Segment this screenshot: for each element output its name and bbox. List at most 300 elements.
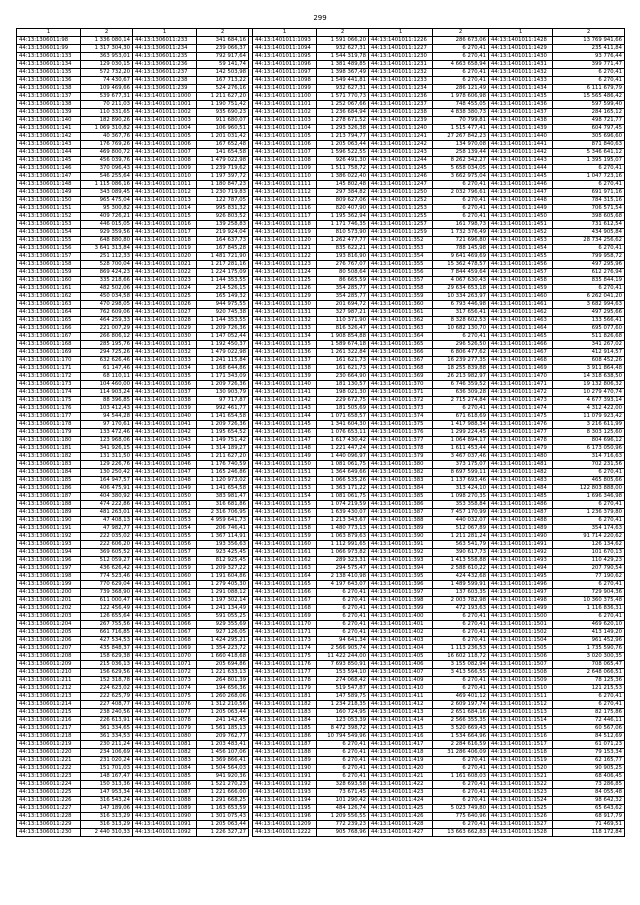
cadastral-value-cell: 1 213 794,77 <box>317 133 369 141</box>
table-row <box>17 741 625 749</box>
cadastral-value-cell: 1 314 189,27 <box>197 445 249 453</box>
cadastral-number-cell: 44:13:1401011:1157 <box>253 517 317 525</box>
cadastral-value-cell: 238 240,56 <box>81 709 133 717</box>
table-row <box>17 661 625 669</box>
cadastral-value-cell: 341 684,16 <box>197 37 249 45</box>
table-row <box>17 677 625 685</box>
cadastral-value-cell: 6 270,41 <box>553 517 625 525</box>
cadastral-number-cell: 44:13:1306011:144 <box>17 149 81 157</box>
cadastral-value-cell: 470 298,05 <box>81 301 133 309</box>
cadastral-value-cell: 354 285,77 <box>317 293 369 301</box>
cadastral-value-cell: 230 664,90 <box>317 373 369 381</box>
cadastral-number-cell: 44:13:1401011:1122 <box>253 253 317 261</box>
table-row <box>17 717 625 725</box>
cadastral-number-cell: 44:13:1401011:1042 <box>133 429 197 437</box>
cadastral-value-cell: 6 270,41 <box>433 213 489 221</box>
cadastral-number-cell: 44:13:1401011:1031 <box>133 341 197 349</box>
cadastral-value-cell: 6 270,41 <box>553 165 625 173</box>
cadastral-value-cell: 1 081 061,75 <box>317 461 369 469</box>
cadastral-value-cell: 1 217 281,16 <box>197 261 249 269</box>
table-row <box>17 421 625 429</box>
cadastral-value-cell: 1 147 052,44 <box>197 333 249 341</box>
cadastral-number-cell: 44:13:1401011:1511 <box>489 693 553 701</box>
cadastral-value-cell: 1 367 114,91 <box>197 533 249 541</box>
cadastral-value-cell: 91 714 220,62 <box>553 533 625 541</box>
cadastral-value-cell: 316 313,29 <box>81 813 133 821</box>
cadastral-number-cell: 44:13:1401011:1151 <box>253 469 317 477</box>
cadastral-value-cell: 5 658 034,05 <box>433 165 489 173</box>
cadastral-number-cell: 44:13:1306011:184 <box>17 469 81 477</box>
cadastral-value-cell: 484 126,74 <box>317 805 369 813</box>
cadastral-number-cell: 44:13:1401011:1043 <box>133 437 197 445</box>
cadastral-value-cell: 424 432,68 <box>433 573 489 581</box>
cadastral-value-cell: 1 209 726,36 <box>197 381 249 389</box>
cadastral-value-cell: 215 036,13 <box>81 661 133 669</box>
cadastral-value-cell: 1 241 134,49 <box>197 605 249 613</box>
cadastral-number-cell: 44:13:1401011:1241 <box>369 133 433 141</box>
cadastral-number-cell: 44:13:1401011:1103 <box>253 117 317 125</box>
cadastral-value-cell: 2 284 616,59 <box>433 741 489 749</box>
cadastral-value-cell: 1 064 894,17 <box>433 437 489 445</box>
cadastral-number-cell: 44:13:1401011:1060 <box>133 573 197 581</box>
cadastral-value-cell: 130 903,79 <box>197 389 249 397</box>
cadastral-number-cell: 44:13:1401011:1119 <box>253 229 317 237</box>
cadastral-number-cell: 44:13:1401011:1170 <box>253 621 317 629</box>
cadastral-value-cell: 150 313,36 <box>81 781 133 789</box>
cadastral-number-cell: 44:13:1401011:1481 <box>489 461 553 469</box>
header-cell: 1 <box>253 29 317 37</box>
cadastral-number-cell: 44:13:1306011:185 <box>17 477 81 485</box>
cadastral-number-cell: 44:13:1306011:177 <box>17 413 81 421</box>
cadastral-value-cell: 835 844,19 <box>553 277 625 285</box>
cadastral-number-cell: 44:13:1401011:1169 <box>253 613 317 621</box>
cadastral-number-cell: 44:13:1306011:143 <box>17 141 81 149</box>
cadastral-value-cell: 816 326,47 <box>317 325 369 333</box>
cadastral-number-cell: 44:13:1401011:1087 <box>133 789 197 797</box>
cadastral-value-cell: 6 270,41 <box>317 749 369 757</box>
cadastral-value-cell: 632 626,46 <box>81 357 133 365</box>
cadastral-value-cell: 74 430,67 <box>81 77 133 85</box>
cadastral-number-cell: 44:13:1306011:141 <box>17 125 81 133</box>
cadastral-number-cell: 44:13:1401011:1439 <box>489 125 553 133</box>
cadastral-value-cell: 285 195,76 <box>81 341 133 349</box>
cadastral-number-cell: 44:13:1401011:418 <box>369 749 433 757</box>
cadastral-number-cell: 44:13:1401011:1086 <box>133 781 197 789</box>
cadastral-value-cell: 14 318 638,50 <box>553 373 625 381</box>
cadastral-number-cell: 44:13:1401011:1478 <box>489 437 553 445</box>
cadastral-number-cell: 44:13:1401011:1506 <box>489 653 553 661</box>
cadastral-value-cell: 104 460,00 <box>81 381 133 389</box>
cadastral-value-cell: 3 662 975,04 <box>433 173 489 181</box>
cadastral-number-cell: 44:13:1306011:140 <box>17 117 81 125</box>
cadastral-value-cell: 6 270,41 <box>317 773 369 781</box>
cadastral-value-cell: 231 020,24 <box>81 757 133 765</box>
cadastral-number-cell: 44:13:1401011:1448 <box>489 197 553 205</box>
cadastral-value-cell: 2 651 684,16 <box>433 709 489 717</box>
cadastral-number-cell: 44:13:1306011:139 <box>17 109 81 117</box>
cadastral-number-cell: 44:13:1401011:1475 <box>489 413 553 421</box>
cadastral-value-cell: 151 701,03 <box>81 765 133 773</box>
cadastral-value-cell: 31 286 406,09 <box>433 749 489 757</box>
cadastral-number-cell: 44:13:1401011:1496 <box>489 581 553 589</box>
cadastral-number-cell: 44:13:1401011:1523 <box>489 789 553 797</box>
cadastral-value-cell: 748 455,05 <box>433 101 489 109</box>
cadastral-number-cell: 44:13:1401011:1044 <box>133 445 197 453</box>
cadastral-value-cell: 608 452,26 <box>553 357 625 365</box>
cadastral-value-cell: 706 571,54 <box>553 205 625 213</box>
cadastral-number-cell: 44:13:1401011:1458 <box>489 277 553 285</box>
cadastral-value-cell: 126 655,64 <box>81 613 133 621</box>
cadastral-value-cell: 799 958,72 <box>553 253 625 261</box>
cadastral-value-cell: 1 480 773,13 <box>317 525 369 533</box>
cadastral-number-cell: 44:13:1401011:1476 <box>489 421 553 429</box>
table-row <box>17 101 625 109</box>
cadastral-number-cell: 44:13:1306011:201 <box>17 597 81 605</box>
table-row <box>17 821 625 829</box>
cadastral-value-cell: 70 211,03 <box>81 101 133 109</box>
cadastral-number-cell: 44:13:1401011:1052 <box>133 509 197 517</box>
cadastral-value-cell: 3 641 313,84 <box>81 245 133 253</box>
cadastral-value-cell: 1 098 270,35 <box>433 493 489 501</box>
cadastral-value-cell: 341 267,02 <box>553 341 625 349</box>
cadastral-number-cell: 44:13:1401011:1137 <box>253 357 317 365</box>
table-row <box>17 141 625 149</box>
cadastral-value-cell: 926 803,52 <box>197 213 249 221</box>
cadastral-number-cell: 44:13:1401011:1171 <box>253 629 317 637</box>
table-row <box>17 573 625 581</box>
cadastral-number-cell: 44:13:1401011:411 <box>369 693 433 701</box>
cadastral-number-cell: 44:13:1401011:1154 <box>253 493 317 501</box>
cadastral-value-cell: 122 803 888,00 <box>553 485 625 493</box>
cadastral-number-cell: 44:13:1401011:1079 <box>133 725 197 733</box>
cadastral-value-cell: 4 838 380,73 <box>433 109 489 117</box>
header-cell: 2 <box>197 29 249 37</box>
cadastral-number-cell: 44:13:1401011:1094 <box>253 45 317 53</box>
table-row <box>17 165 625 173</box>
cadastral-number-cell: 44:13:1306011:224 <box>17 781 81 789</box>
cadastral-value-cell: 354 285,77 <box>317 285 369 293</box>
cadastral-number-cell: 44:13:1401011:1030 <box>133 333 197 341</box>
cadastral-number-cell: 44:13:1401011:1022 <box>133 269 197 277</box>
cadastral-value-cell: 73 671,45 <box>317 789 369 797</box>
cadastral-value-cell: 77 190,62 <box>553 573 625 581</box>
table-row <box>17 565 625 573</box>
cadastral-value-cell: 1 639 430,07 <box>317 509 369 517</box>
cadastral-number-cell: 44:13:1401011:1459 <box>489 285 553 293</box>
cadastral-value-cell: 1 066 973,82 <box>317 549 369 557</box>
cadastral-number-cell: 44:13:1306011:205 <box>17 629 81 637</box>
cadastral-number-cell: 44:13:1401011:1438 <box>489 117 553 125</box>
cadastral-number-cell: 44:13:1401011:1058 <box>133 557 197 565</box>
cadastral-number-cell: 44:13:1401011:407 <box>369 669 433 677</box>
cadastral-value-cell: 10 794 549,96 <box>317 733 369 741</box>
cadastral-number-cell: 44:13:1401011:1174 <box>253 645 317 653</box>
cadastral-value-cell: 3 413 566,55 <box>433 669 489 677</box>
cadastral-value-cell: 70 799,81 <box>433 117 489 125</box>
cadastral-number-cell: 44:13:1401011:1088 <box>133 797 197 805</box>
cadastral-number-cell: 44:13:1401011:1431 <box>489 61 553 69</box>
cadastral-value-cell: 1 301 075,43 <box>197 813 249 821</box>
cadastral-value-cell: 224 623,02 <box>81 685 133 693</box>
cadastral-number-cell: 44:13:1401011:1468 <box>489 357 553 365</box>
cadastral-value-cell: 497 295,96 <box>553 261 625 269</box>
cadastral-value-cell: 148 167,47 <box>81 773 133 781</box>
table-row <box>17 653 625 661</box>
cadastral-number-cell: 44:13:1401011:1004 <box>133 125 197 133</box>
cadastral-number-cell: 44:13:1306011:133 <box>17 53 81 61</box>
table-row <box>17 229 625 237</box>
cadastral-number-cell: 44:13:1401011:1433 <box>489 77 553 85</box>
cadastral-value-cell: 6 270,41 <box>433 77 489 85</box>
cadastral-value-cell: 147 953,34 <box>81 789 133 797</box>
cadastral-number-cell: 44:13:1401011:1132 <box>253 317 317 325</box>
cadastral-value-cell: 1 260 268,06 <box>197 693 249 701</box>
cadastral-value-cell: 406 475,91 <box>81 485 133 493</box>
cadastral-number-cell: 44:13:1401011:1257 <box>369 221 433 229</box>
cadastral-number-cell: 44:13:1401011:1098 <box>253 77 317 85</box>
cadastral-value-cell: 221 007,29 <box>81 325 133 333</box>
cadastral-number-cell: 44:13:1401011:359 <box>369 293 433 301</box>
cadastral-value-cell: 1 236 379,80 <box>553 509 625 517</box>
cadastral-value-cell: 84 055,48 <box>553 789 625 797</box>
cadastral-number-cell: 44:13:1401011:1234 <box>369 85 433 93</box>
cadastral-value-cell: 941 920,36 <box>197 773 249 781</box>
cadastral-number-cell: 44:13:1401011:1497 <box>489 589 553 597</box>
cadastral-value-cell: 335 218,66 <box>81 277 133 285</box>
cadastral-value-cell: 316 681,86 <box>197 501 249 509</box>
cadastral-number-cell: 44:13:1306011:229 <box>17 821 81 829</box>
cadastral-value-cell: 770 629,04 <box>81 581 133 589</box>
cadastral-number-cell: 44:13:1401011:378 <box>369 445 433 453</box>
cadastral-number-cell: 44:13:1306011:178 <box>17 421 81 429</box>
cadastral-value-cell: 6 270,41 <box>433 757 489 765</box>
cadastral-number-cell: 44:13:1306011:99 <box>17 45 81 53</box>
cadastral-value-cell: 497 295,66 <box>553 309 625 317</box>
cadastral-number-cell: 44:13:1401011:360 <box>369 301 433 309</box>
cadastral-value-cell: 222 625,79 <box>81 693 133 701</box>
cadastral-number-cell: 44:13:1401011:397 <box>369 589 433 597</box>
cadastral-value-cell: 373 175,07 <box>433 461 489 469</box>
cadastral-value-cell: 1 381 489,85 <box>317 61 369 69</box>
cadastral-number-cell: 44:13:1401011:1181 <box>253 693 317 701</box>
cadastral-value-cell: 511 826,68 <box>553 333 625 341</box>
cadastral-number-cell: 44:13:1401011:1469 <box>489 365 553 373</box>
cadastral-value-cell: 327 987,21 <box>317 309 369 317</box>
cadastral-number-cell: 44:13:1401011:1436 <box>489 101 553 109</box>
cadastral-value-cell: 94 641,34 <box>317 637 369 645</box>
cadastral-number-cell: 44:13:1401011:394 <box>369 565 433 573</box>
cadastral-number-cell: 44:13:1401011:1117 <box>253 213 317 221</box>
cadastral-number-cell: 44:13:1401011:1192 <box>253 781 317 789</box>
cadastral-value-cell: 13 769 941,66 <box>553 37 625 45</box>
cadastral-number-cell: 44:13:1401011:393 <box>369 557 433 565</box>
cadastral-value-cell: 820 407,90 <box>317 205 369 213</box>
cadastral-value-cell: 258 139,44 <box>433 149 489 157</box>
cadastral-value-cell: 274 068,42 <box>317 677 369 685</box>
cadastral-value-cell: 905 768,96 <box>317 829 369 837</box>
cadastral-value-cell: 4 312 422,00 <box>553 405 625 413</box>
cadastral-number-cell: 44:13:1401011:1501 <box>489 621 553 629</box>
table-row <box>17 357 625 365</box>
cadastral-value-cell: 3 155 082,94 <box>433 661 489 669</box>
cadastral-number-cell: 44:13:1401011:1230 <box>369 53 433 61</box>
cadastral-value-cell: 235 411,84 <box>553 45 625 53</box>
cadastral-number-cell: 44:13:1401011:1023 <box>133 277 197 285</box>
cadastral-number-cell: 44:13:1401011:1041 <box>133 421 197 429</box>
cadastral-number-cell: 44:13:1401011:1465 <box>489 333 553 341</box>
cadastral-value-cell: 122 456,49 <box>81 605 133 613</box>
cadastral-number-cell: 44:13:1401011:1451 <box>489 221 553 229</box>
cadastral-number-cell: 44:13:1306011:202 <box>17 605 81 613</box>
cadastral-number-cell: 44:13:1401011:1182 <box>253 701 317 709</box>
cadastral-number-cell: 44:13:1306011:213 <box>17 693 81 701</box>
cadastral-value-cell: 8 262 342,27 <box>433 157 489 165</box>
table-row <box>17 829 625 837</box>
cadastral-number-cell: 44:13:1401011:1003 <box>133 117 197 125</box>
cadastral-value-cell: 343 089,45 <box>81 189 133 197</box>
cadastral-number-cell: 44:13:1401011:1068 <box>133 637 197 645</box>
cadastral-number-cell: 44:13:1401011:1244 <box>369 157 433 165</box>
cadastral-number-cell: 44:13:1401011:1118 <box>253 221 317 229</box>
cadastral-value-cell: 234 106,69 <box>81 749 133 757</box>
cadastral-value-cell: 1 336 080,14 <box>81 37 133 45</box>
cadastral-number-cell: 44:13:1401011:1188 <box>253 749 317 757</box>
cadastral-number-cell: 44:13:1306011:146 <box>17 165 81 173</box>
cadastral-value-cell: 474 222,86 <box>81 501 133 509</box>
cadastral-number-cell: 44:13:1401011:1143 <box>253 405 317 413</box>
cadastral-number-cell: 44:13:1401011:1138 <box>253 365 317 373</box>
cadastral-value-cell: 1 071 658,57 <box>317 413 369 421</box>
cadastral-value-cell: 729 904,36 <box>553 589 625 597</box>
cadastral-number-cell: 44:13:1401011:352 <box>369 237 433 245</box>
cadastral-value-cell: 129 226,76 <box>81 461 133 469</box>
table-row <box>17 709 625 717</box>
cadastral-number-cell: 44:13:1401011:374 <box>369 413 433 421</box>
cadastral-value-cell: 167 845,28 <box>197 245 249 253</box>
cadastral-number-cell: 44:13:1401011:415 <box>369 725 433 733</box>
cadastral-number-cell: 44:13:1401011:1005 <box>133 133 197 141</box>
cadastral-number-cell: 44:13:1401011:1080 <box>133 733 197 741</box>
table-row <box>17 533 625 541</box>
cadastral-number-cell: 44:13:1306011:167 <box>17 333 81 341</box>
cadastral-value-cell: 1 113 236,53 <box>433 645 489 653</box>
cadastral-value-cell: 9 641 469,69 <box>433 253 489 261</box>
cadastral-number-cell: 44:13:1401011:1504 <box>489 637 553 645</box>
cadastral-value-cell: 59 141,74 <box>197 61 249 69</box>
cadastral-number-cell: 44:13:1306011:188 <box>17 501 81 509</box>
table-row <box>17 557 625 565</box>
cadastral-number-cell: 44:13:1401011:1121 <box>253 245 317 253</box>
cadastral-value-cell: 435 848,37 <box>81 645 133 653</box>
cadastral-value-cell: 446 015,05 <box>81 221 133 229</box>
cadastral-number-cell: 44:13:1401011:1167 <box>253 597 317 605</box>
cadastral-number-cell: 44:13:1401011:1455 <box>489 253 553 261</box>
cadastral-number-cell: 44:13:1306011:209 <box>17 661 81 669</box>
cadastral-value-cell: 6 270,41 <box>553 501 625 509</box>
cadastral-number-cell: 44:13:1401011:1429 <box>489 45 553 53</box>
cadastral-value-cell: 6 270,41 <box>553 181 625 189</box>
table-row <box>17 365 625 373</box>
cadastral-value-cell: 932 627,31 <box>317 45 369 53</box>
cadastral-value-cell: 1 063 879,63 <box>317 533 369 541</box>
cadastral-value-cell: 1 291 088,12 <box>197 589 249 597</box>
cadastral-value-cell: 563 541,79 <box>433 541 489 549</box>
cadastral-number-cell: 44:13:1401011:1085 <box>133 773 197 781</box>
table-row <box>17 461 625 469</box>
cadastral-value-cell: 251 112,33 <box>81 253 133 261</box>
cadastral-number-cell: 44:13:1401011:386 <box>369 501 433 509</box>
table-row <box>17 725 625 733</box>
table-row <box>17 469 625 477</box>
cadastral-number-cell: 44:13:1401011:1236 <box>369 93 433 101</box>
cadastral-value-cell: 152 318,78 <box>81 677 133 685</box>
cadastral-number-cell: 44:13:1401011:1253 <box>369 205 433 213</box>
cadastral-value-cell: 1 190 751,42 <box>197 101 249 109</box>
table-row <box>17 541 625 549</box>
cadastral-value-cell: 572 732,20 <box>81 69 133 77</box>
cadastral-value-cell: 1 211 281,24 <box>433 533 489 541</box>
cadastral-number-cell: 44:13:1401011:1499 <box>489 605 553 613</box>
cadastral-number-cell: 44:13:1401011:1100 <box>253 93 317 101</box>
cadastral-number-cell: 44:13:1401011:1462 <box>489 309 553 317</box>
cadastral-value-cell: 926 491,30 <box>317 157 369 165</box>
cadastral-number-cell: 44:13:1401011:1508 <box>489 669 553 677</box>
cadastral-number-cell: 44:13:1401011:427 <box>369 829 433 837</box>
cadastral-value-cell: 1 137 693,46 <box>433 477 489 485</box>
cadastral-number-cell: 44:13:1401011:1173 <box>253 637 317 645</box>
cadastral-number-cell: 44:13:1401011:368 <box>369 365 433 373</box>
cadastral-value-cell: 1 116 836,31 <box>553 605 625 613</box>
table-row <box>17 109 625 117</box>
cadastral-value-cell: 219 924,04 <box>197 229 249 237</box>
cadastral-number-cell: 44:13:1401011:1515 <box>489 725 553 733</box>
cadastral-value-cell: 1 611 453,44 <box>433 445 489 453</box>
cadastral-number-cell: 44:13:1401011:375 <box>369 421 433 429</box>
cadastral-number-cell: 44:13:1401011:370 <box>369 381 433 389</box>
cadastral-value-cell: 6 270,41 <box>317 613 369 621</box>
cadastral-value-cell: 68 406,45 <box>553 773 625 781</box>
cadastral-value-cell: 691 971,16 <box>553 189 625 197</box>
cadastral-number-cell: 44:13:1401011:1526 <box>489 813 553 821</box>
cadastral-value-cell: 6 173 050,96 <box>553 445 625 453</box>
cadastral-value-cell: 1 141 654,58 <box>197 413 249 421</box>
cadastral-number-cell: 44:13:1401011:1109 <box>253 165 317 173</box>
cadastral-number-cell: 44:13:1306011:164 <box>17 309 81 317</box>
cadastral-number-cell: 44:13:1306011:182 <box>17 453 81 461</box>
cadastral-value-cell: 1 047 723,16 <box>553 173 625 181</box>
cadastral-number-cell: 44:13:1401011:1521 <box>489 773 553 781</box>
cadastral-value-cell: 27 267 842,23 <box>433 133 489 141</box>
cadastral-number-cell: 44:13:1401011:1015 <box>133 213 197 221</box>
cadastral-value-cell: 6 270,41 <box>433 197 489 205</box>
cadastral-number-cell: 44:13:1401011:1166 <box>253 589 317 597</box>
cadastral-number-cell: 44:13:1401011:1196 <box>253 813 317 821</box>
cadastral-value-cell: 1 596 522,55 <box>317 149 369 157</box>
cadastral-value-cell: 6 270,41 <box>433 621 489 629</box>
cadastral-number-cell: 44:13:1306011:168 <box>17 341 81 349</box>
cadastral-number-cell: 44:13:1401011:372 <box>369 397 433 405</box>
table-row <box>17 117 625 125</box>
cadastral-value-cell: 1 209 556,55 <box>317 813 369 821</box>
cadastral-value-cell: 61 071,23 <box>553 741 625 749</box>
cadastral-value-cell: 137 603,35 <box>433 589 489 597</box>
cadastral-number-cell: 44:13:1401011:1187 <box>253 741 317 749</box>
cadastral-value-cell: 201 694,72 <box>317 301 369 309</box>
cadastral-value-cell: 142 503,98 <box>197 69 249 77</box>
cadastral-value-cell: 739 368,90 <box>81 589 133 597</box>
cadastral-number-cell: 44:13:1306011:147 <box>17 173 81 181</box>
cadastral-number-cell: 44:13:1401011:1150 <box>253 461 317 469</box>
